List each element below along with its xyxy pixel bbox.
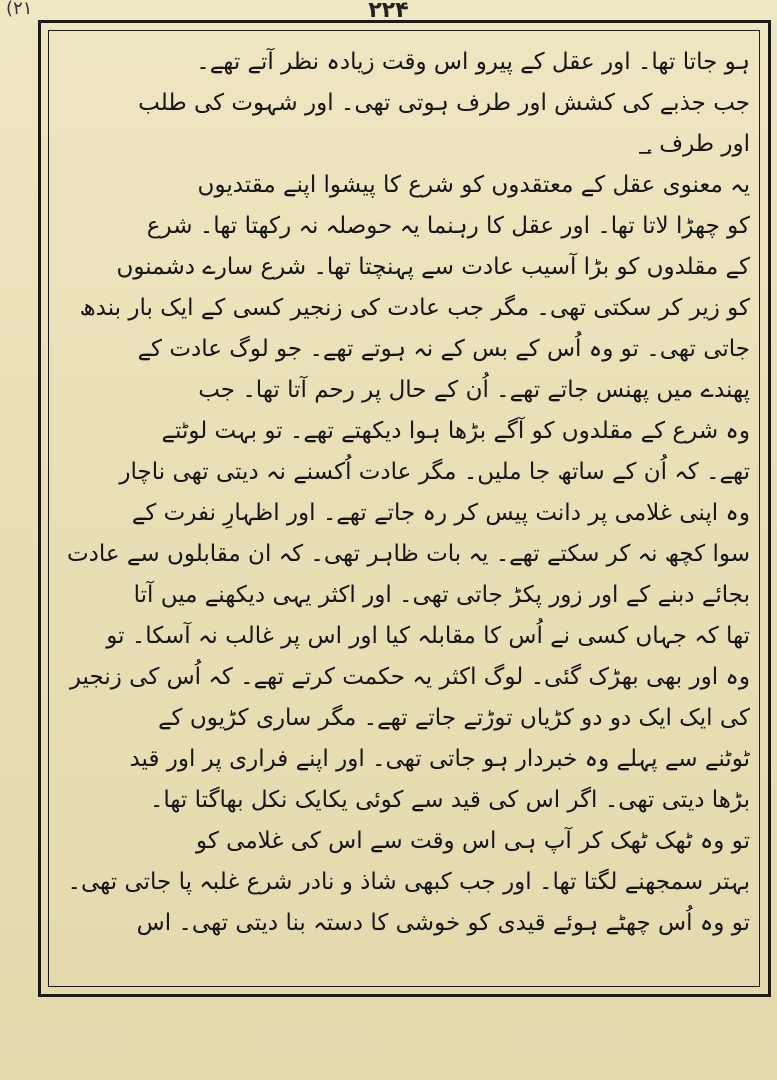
text-line: اور طرف ؀ — [638, 131, 750, 157]
text-line: سوا کچھ نہ کر سکتے تھے۔ یہ بات ظاہر تھی۔ کہ ان مقابلوں سے عادت — [67, 541, 750, 567]
text-line: بڑھا دیتی تھی۔ اگر اس کی قید سے کوئی یکایک نکل بھاگتا تھا۔ — [149, 787, 750, 813]
text-line: بہتر سمجھنے لگتا تھا۔ اور جب کبھی شاذ و نادر شرع غلبہ پا جاتی تھی۔ — [67, 869, 750, 895]
text-line: جاتی تھی۔ تو وہ اُس کے بس کے نہ ہوتے تھے۔ جو لوگ عادت کے — [137, 336, 750, 362]
text-line: ٹوٹنے سے پہلے وہ خبردار ہو جاتی تھی۔ اور اپنے فراری پر اور قید — [129, 746, 750, 772]
text-line: تھے۔ کہ اُن کے ساتھ جا ملیں۔ مگر عادت اُکسنے نہ دیتی تھی ناچار — [119, 459, 750, 485]
page-number: ۲۲۴ — [368, 0, 409, 23]
text-line: وہ شرع کے مقلدوں کو آگے بڑھا ہوا دیکھتے تھے۔ تو بہت لوٹتے — [161, 418, 750, 444]
corner-mark: (۲۱ — [6, 0, 33, 19]
text-line: تو وہ اُس چھٹے ہوئے قیدی کو خوشی کا دستہ بنا دیتی تھی۔ اس — [136, 910, 750, 936]
text-line: جب جذبے کی کشش اور طرف ہوتی تھی۔ اور شہوت کی طلب — [138, 90, 750, 116]
text-line: ہو جاتا تھا۔ اور عقل کے پیرو اس وقت زیادہ نظر آتے تھے۔ — [196, 49, 750, 75]
text-line: وہ اور بھی بھڑک گئی۔ لوگ اکثر یہ حکمت کرتے تھے۔ کہ اُس کی زنجیر — [69, 664, 750, 690]
text-line: کے مقلدوں کو بڑا آسیب عادت سے پہنچتا تھا۔ شرع سارے دشمنوں — [116, 254, 750, 280]
text-line: کو زیر کر سکتی تھی۔ مگر جب عادت کی زنجیر کسی کے ایک بار بندھ — [79, 295, 750, 321]
text-line: کو چھڑا لاتا تھا۔ اور عقل کا رہنما یہ حوصلہ نہ رکھتا تھا۔ شرع — [146, 213, 750, 239]
text-line: پھندے میں پھنس جاتے تھے۔ اُن کے حال پر رحم آتا تھا۔ جب — [198, 377, 750, 403]
text-line: تو وہ ٹھک ٹھک کر آپ ہی اس وقت سے اس کی غلامی کو — [196, 828, 750, 854]
body-text — [60, 42, 750, 944]
text-line: وہ اپنی غلامی پر دانت پیس کر رہ جاتے تھے۔ اور اظہارِ نفرت کے — [131, 500, 750, 526]
text-line: بجائے دبنے کے اور زور پکڑ جاتی تھی۔ اور اکثر یہی دیکھنے میں آتا — [133, 582, 750, 608]
text-line: تھا کہ جہاں کسی نے اُس کا مقابلہ کیا اور اس پر غالب نہ آسکا۔ تو — [106, 623, 750, 649]
text-line: کی ایک ایک دو دو کڑیاں توڑتے جاتے تھے۔ مگر ساری کڑیوں کے — [158, 705, 750, 731]
text-line: یہ معنوی عقل کے معتقدوں کو شرع کا پیشوا اپنے مقتدیوں — [197, 172, 750, 198]
